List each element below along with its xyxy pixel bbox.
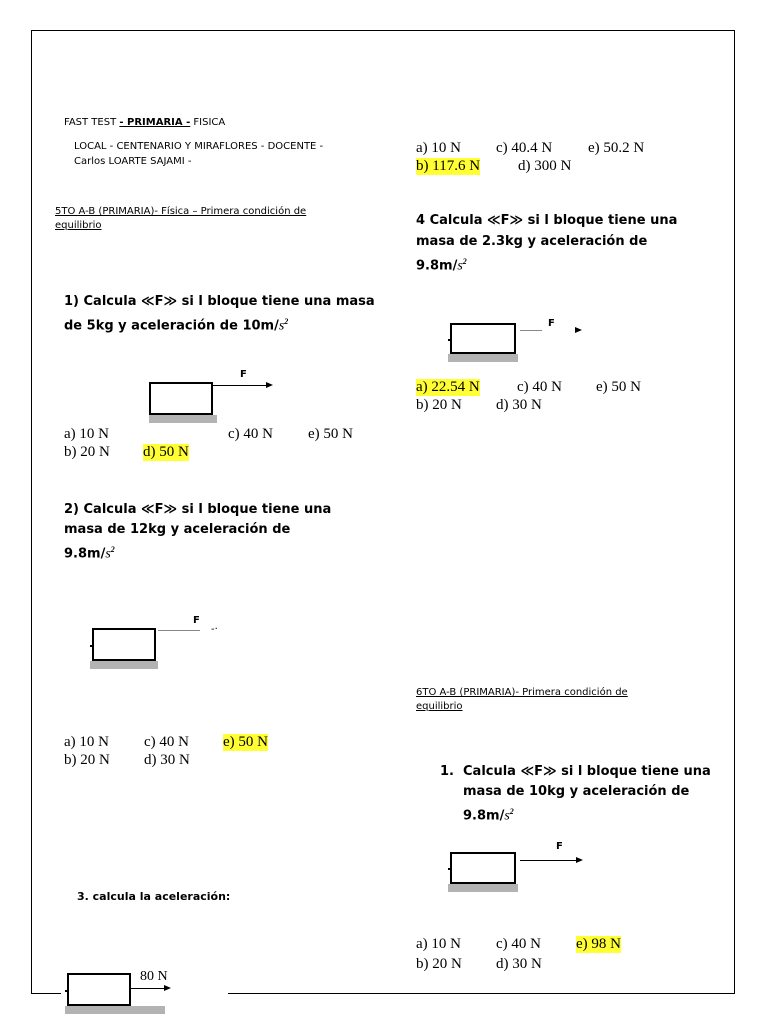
- q6-1-line2: masa de 10kg y aceleración de: [463, 784, 690, 799]
- q6-1-line1: Calcula ≪F≫ si l bloque tiene una: [463, 764, 711, 779]
- q1-force-arrow: [213, 385, 266, 386]
- q2-option-d: d) 30 N: [144, 752, 190, 768]
- q3-block: [67, 973, 131, 1006]
- q1-option-c: c) 40 N: [228, 426, 273, 442]
- bottom-rule-right: [228, 993, 735, 994]
- q2-exp: 2: [110, 545, 115, 554]
- header-line3: Carlos LOARTE SAJAMI -: [74, 156, 192, 167]
- qtr-option-d: d) 300 N: [518, 158, 572, 174]
- q4-line1: 4 Calcula ≪F≫ si l bloque tiene una: [416, 213, 678, 228]
- q1-line1: 1) Calcula ≪F≫ si l bloque tiene una masa: [64, 294, 375, 309]
- q2-option-c: c) 40 N: [144, 734, 189, 750]
- q6-1-option-e-answer: e) 98 N: [576, 936, 621, 952]
- q2-ground: [90, 661, 158, 669]
- q2-option-e-answer: e) 50 N: [223, 734, 268, 750]
- q1-ground: [149, 415, 217, 423]
- q4-option-b: b) 20 N: [416, 397, 462, 413]
- q6-1-force-label: F: [556, 841, 563, 852]
- q6-1-dot: [448, 868, 450, 870]
- qtr-option-c: c) 40.4 N: [496, 140, 553, 156]
- q1-force-label: F: [240, 369, 247, 380]
- q4-ground: [448, 354, 518, 362]
- q6-1-block: [450, 852, 516, 884]
- section-5to-title: 5TO A-B (PRIMARIA)- Física – Primera condición de: [55, 206, 307, 217]
- q4-arrow-head: [575, 327, 582, 333]
- q4-option-d: d) 30 N: [496, 397, 542, 413]
- q3-ground: [65, 1006, 165, 1014]
- q2-option-a: a) 10 N: [64, 734, 109, 750]
- q4-force-arrow: [520, 330, 542, 331]
- q6-1-force-arrow: [520, 860, 576, 861]
- q2-block: [92, 628, 156, 661]
- q6-1-line3-text: 9.8m/: [463, 808, 505, 824]
- q2-force-label: F: [193, 615, 200, 626]
- q1-block: [149, 382, 213, 415]
- header-line1: [64, 117, 225, 128]
- q6-1-line3: [463, 802, 514, 826]
- section-5to-subtitle: equilibrio: [55, 220, 102, 231]
- q2-option-b: b) 20 N: [64, 752, 110, 768]
- header-subject: FISICA: [190, 117, 226, 128]
- q3-arrow-head: [164, 985, 171, 991]
- q6-1-option-b: b) 20 N: [416, 956, 462, 972]
- qtr-option-a: a) 10 N: [416, 140, 461, 156]
- q2-line3: [64, 540, 115, 564]
- q3-force-label: 80 N: [140, 969, 168, 984]
- q6-1-exp: 2: [509, 807, 514, 816]
- q3-text: 3. calcula la aceleración:: [77, 890, 231, 903]
- q1-arrow-head: [266, 382, 273, 388]
- q4-unit: s: [457, 258, 463, 274]
- header-prefix: FAST TEST: [64, 117, 120, 128]
- qtr-option-b-answer: b) 117.6 N: [416, 158, 481, 174]
- q2-dot: [90, 645, 92, 647]
- q4-block: [450, 323, 516, 354]
- bottom-rule-left: [31, 993, 61, 994]
- q2-line2: masa de 12kg y aceleración de: [64, 522, 291, 537]
- header-primaria: - PRIMARIA -: [119, 117, 191, 128]
- q1-line2-text: de 5kg y aceleración de 10m/: [64, 318, 279, 334]
- q4-line3: [416, 252, 467, 276]
- q1-option-a: a) 10 N: [64, 426, 109, 442]
- q3-force-arrow: [131, 988, 164, 989]
- q6-1-ground: [448, 884, 518, 892]
- header-line2: LOCAL - CENTENARIO Y MIRAFLORES - DOCENTE -: [74, 141, 324, 152]
- q6-1-arrow-head: [576, 857, 583, 863]
- qtr-option-e: e) 50.2 N: [588, 140, 645, 156]
- section-6to-title: 6TO A-B (PRIMARIA)- Primera condición de: [416, 687, 628, 698]
- q1-line2: [64, 312, 288, 336]
- q3-dot: [65, 990, 67, 992]
- q4-dot: [448, 339, 450, 341]
- q1-unit: s: [278, 318, 285, 334]
- q6-1-number: 1.: [440, 764, 454, 779]
- q6-1-unit: s: [504, 808, 510, 824]
- section-6to-subtitle: equilibrio: [416, 701, 463, 712]
- q2-force-arrow: [158, 630, 200, 631]
- q2-line3-text: 9.8m/: [64, 546, 106, 562]
- q4-option-a-answer: a) 22.54 N: [416, 379, 480, 395]
- q2-arrow-tip: -·: [211, 624, 218, 635]
- q4-exp: 2: [462, 257, 467, 266]
- q2-line1: 2) Calcula ≪F≫ si l bloque tiene una: [64, 502, 332, 517]
- q1-option-e: e) 50 N: [308, 426, 353, 442]
- q4-line3-text: 9.8m/: [416, 258, 458, 274]
- q4-option-e: e) 50 N: [596, 379, 641, 395]
- q4-line2: masa de 2.3kg y aceleración de: [416, 234, 648, 249]
- q4-force-label: F: [548, 318, 555, 329]
- q4-option-c: c) 40 N: [517, 379, 562, 395]
- q6-1-option-a: a) 10 N: [416, 936, 461, 952]
- q1-exp: 2: [284, 317, 289, 326]
- q1-option-b: b) 20 N: [64, 444, 110, 460]
- q2-unit: s: [105, 546, 111, 562]
- q6-1-option-c: c) 40 N: [496, 936, 541, 952]
- q6-1-option-d: d) 30 N: [496, 956, 542, 972]
- q1-option-d-answer: d) 50 N: [143, 444, 189, 460]
